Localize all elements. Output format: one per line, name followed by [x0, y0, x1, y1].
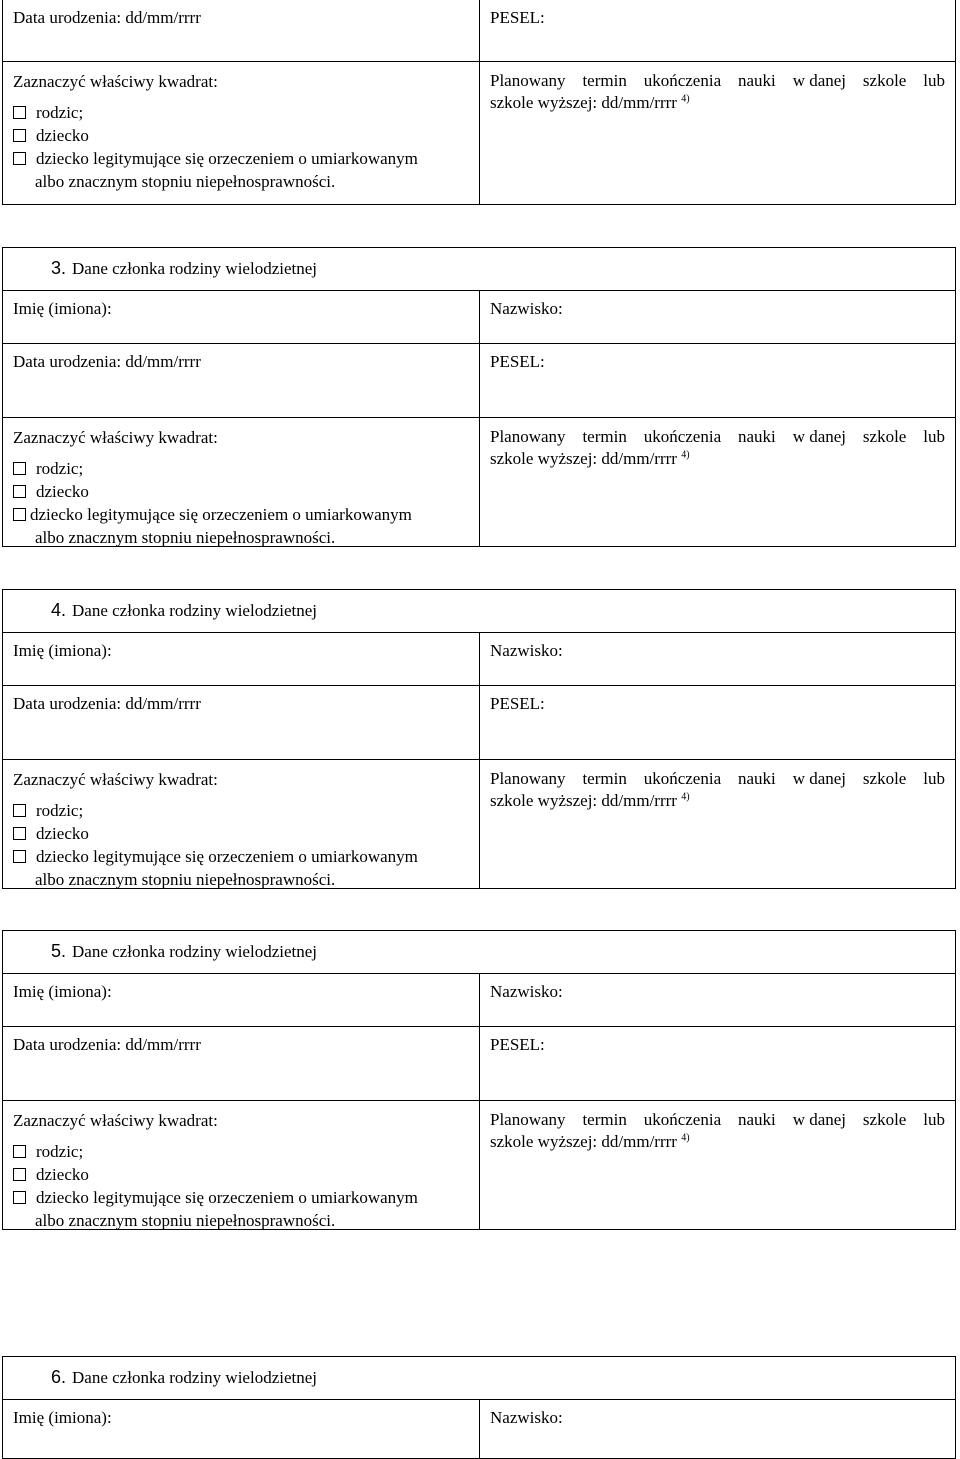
plan-word: lub: [923, 71, 945, 90]
plan-word: ukończenia: [643, 427, 722, 446]
plan-line-2-text: szkole wyższej: dd/mm/rrrr: [490, 449, 677, 468]
row-name: [2, 973, 956, 1027]
checkbox-dziecko[interactable]: [13, 1168, 26, 1181]
plan-line-1: [490, 768, 945, 790]
option-dziecko-legitymujace: dziecko legitymujące się orzeczeniem o umiarkowanym: [36, 847, 418, 866]
first-name-cell[interactable]: [3, 974, 480, 1026]
row-name: [2, 1399, 956, 1459]
plan-word: Planowany: [490, 769, 566, 788]
first-name-label: Imię (imiona):: [13, 299, 112, 318]
plan-line-2-text: szkole wyższej: dd/mm/rrrr: [490, 1132, 677, 1151]
last-name-label: Nazwisko:: [490, 299, 563, 318]
birthdate-label: Data urodzenia: dd/mm/rrrr: [13, 352, 201, 371]
role-cell: [3, 760, 480, 888]
row-role-plan: [2, 61, 956, 205]
last-name-cell[interactable]: [480, 1400, 955, 1458]
row-birth-pesel: [2, 343, 956, 418]
option-dziecko-legitymujace-cont: albo znacznym stopniu niepełnosprawności.: [35, 172, 336, 191]
plan-word: w danej: [792, 71, 847, 90]
birthdate-cell[interactable]: [3, 686, 480, 759]
birthdate-label: Data urodzenia: dd/mm/rrrr: [13, 8, 201, 27]
plan-word: nauki: [738, 427, 776, 446]
section-title-text: Dane członka rodziny wielodzietnej: [72, 942, 317, 961]
row-birth-pesel: [2, 1026, 956, 1101]
first-name-label: Imię (imiona):: [13, 641, 112, 660]
plan-word: nauki: [738, 1110, 776, 1129]
plan-line-1: [490, 70, 945, 92]
option-dziecko-legitymujace-cont: albo znacznym stopniu niepełnosprawności.: [35, 528, 336, 547]
plan-word: w danej: [792, 1110, 847, 1129]
pesel-label: PESEL:: [490, 694, 545, 713]
checkbox-rodzic[interactable]: [13, 804, 26, 817]
role-instruction: Zaznaczyć właściwy kwadrat:: [13, 770, 218, 789]
plan-word: w danej: [792, 427, 847, 446]
plan-word: termin: [582, 769, 627, 788]
option-dziecko: dziecko: [36, 824, 89, 843]
first-name-cell[interactable]: [3, 633, 480, 685]
plan-word: termin: [582, 1110, 627, 1129]
checkbox-rodzic[interactable]: [13, 1145, 26, 1158]
plan-cell[interactable]: [480, 62, 955, 204]
footnote-ref: 4): [681, 93, 690, 105]
last-name-label: Nazwisko:: [490, 982, 563, 1001]
section-title: [51, 258, 317, 279]
role-instruction: Zaznaczyć właściwy kwadrat:: [13, 428, 218, 447]
plan-word: ukończenia: [643, 1110, 722, 1129]
last-name-cell[interactable]: [480, 291, 955, 343]
option-dziecko-legitymujace-cont: albo znacznym stopniu niepełnosprawności.: [35, 1211, 336, 1230]
plan-cell[interactable]: [480, 418, 955, 546]
pesel-label: PESEL:: [490, 1035, 545, 1054]
section-title-text: Dane członka rodziny wielodzietnej: [72, 259, 317, 278]
checkbox-dziecko[interactable]: [13, 129, 26, 142]
section-number: 6.: [51, 1367, 67, 1387]
footnote-ref: 4): [681, 791, 690, 803]
section-number: 4.: [51, 600, 67, 620]
pesel-label: PESEL:: [490, 8, 545, 27]
plan-line-2: [490, 790, 945, 812]
section-number: 3.: [51, 258, 67, 278]
option-dziecko-legitymujace-cont: albo znacznym stopniu niepełnosprawności.: [35, 870, 336, 889]
last-name-cell[interactable]: [480, 974, 955, 1026]
section-title-text: Dane członka rodziny wielodzietnej: [72, 1368, 317, 1387]
pesel-cell[interactable]: [480, 686, 955, 759]
role-instruction: Zaznaczyć właściwy kwadrat:: [13, 72, 218, 91]
plan-cell[interactable]: [480, 760, 955, 888]
section-header: [2, 1356, 956, 1400]
plan-line-2: [490, 92, 945, 114]
checkbox-rodzic[interactable]: [13, 106, 26, 119]
pesel-label: PESEL:: [490, 352, 545, 371]
role-cell: [3, 62, 480, 204]
plan-line-2-text: szkole wyższej: dd/mm/rrrr: [490, 791, 677, 810]
plan-word: ukończenia: [643, 71, 722, 90]
row-role-plan: [2, 417, 956, 547]
option-rodzic: rodzic;: [36, 459, 84, 478]
plan-word: ukończenia: [643, 769, 722, 788]
footnote-ref: 4): [681, 449, 690, 461]
role-cell: [3, 418, 480, 546]
row-name: [2, 632, 956, 686]
plan-line-2: [490, 1131, 945, 1153]
option-dziecko-legitymujace: dziecko legitymujące się orzeczeniem o umiarkowanym: [30, 505, 412, 524]
plan-word: termin: [582, 71, 627, 90]
plan-cell[interactable]: [480, 1101, 955, 1229]
plan-word: Planowany: [490, 427, 566, 446]
section-header: [2, 247, 956, 291]
plan-word: termin: [582, 427, 627, 446]
section-title: [51, 941, 317, 962]
plan-word: w danej: [792, 769, 847, 788]
role-instruction: Zaznaczyć właściwy kwadrat:: [13, 1111, 218, 1130]
option-dziecko-legitymujace: dziecko legitymujące się orzeczeniem o umiarkowanym: [36, 149, 418, 168]
plan-word: szkole: [862, 427, 907, 446]
checkbox-dziecko-legitymujace[interactable]: [13, 1191, 26, 1204]
row-role-plan: [2, 759, 956, 889]
row-birth-pesel: [2, 685, 956, 760]
plan-line-2: [490, 448, 945, 470]
plan-word: szkole: [862, 71, 907, 90]
checkbox-dziecko-legitymujace[interactable]: [13, 508, 26, 521]
first-name-label: Imię (imiona):: [13, 982, 112, 1001]
plan-word: lub: [923, 769, 945, 788]
role-cell: [3, 1101, 480, 1229]
plan-word: szkole: [862, 769, 907, 788]
footnote-ref: 4): [681, 1132, 690, 1144]
pesel-cell[interactable]: [480, 1027, 955, 1100]
birthdate-label: Data urodzenia: dd/mm/rrrr: [13, 694, 201, 713]
checkbox-dziecko-legitymujace[interactable]: [13, 850, 26, 863]
option-rodzic: rodzic;: [36, 103, 84, 122]
plan-word: lub: [923, 427, 945, 446]
section-title: [51, 600, 317, 621]
plan-word: nauki: [738, 769, 776, 788]
birthdate-cell[interactable]: [3, 1027, 480, 1100]
first-name-cell[interactable]: [3, 291, 480, 343]
option-dziecko: dziecko: [36, 126, 89, 145]
section-title: [51, 1367, 317, 1388]
option-dziecko: dziecko: [36, 1165, 89, 1184]
section-header: [2, 589, 956, 633]
plan-word: nauki: [738, 71, 776, 90]
birthdate-label: Data urodzenia: dd/mm/rrrr: [13, 1035, 201, 1054]
section-number: 5.: [51, 941, 67, 961]
option-rodzic: rodzic;: [36, 801, 84, 820]
plan-word: lub: [923, 1110, 945, 1129]
option-dziecko: dziecko: [36, 482, 89, 501]
plan-line-1: [490, 426, 945, 448]
checkbox-dziecko[interactable]: [13, 827, 26, 840]
row-role-plan: [2, 1100, 956, 1230]
plan-line-2-text: szkole wyższej: dd/mm/rrrr: [490, 93, 677, 112]
checkbox-rodzic[interactable]: [13, 462, 26, 475]
row-birth-pesel: [2, 0, 956, 62]
section-header: [2, 930, 956, 974]
checkbox-dziecko[interactable]: [13, 485, 26, 498]
plan-word: Planowany: [490, 71, 566, 90]
section-title-text: Dane członka rodziny wielodzietnej: [72, 601, 317, 620]
first-name-label: Imię (imiona):: [13, 1408, 112, 1427]
option-dziecko-legitymujace: dziecko legitymujące się orzeczeniem o umiarkowanym: [36, 1188, 418, 1207]
birthdate-cell[interactable]: [3, 344, 480, 417]
plan-line-1: [490, 1109, 945, 1131]
option-rodzic: rodzic;: [36, 1142, 84, 1161]
plan-word: szkole: [862, 1110, 907, 1129]
plan-word: Planowany: [490, 1110, 566, 1129]
pesel-cell[interactable]: [480, 344, 955, 417]
pesel-cell[interactable]: [480, 0, 955, 61]
checkbox-dziecko-legitymujace[interactable]: [13, 152, 26, 165]
last-name-cell[interactable]: [480, 633, 955, 685]
last-name-label: Nazwisko:: [490, 1408, 563, 1427]
row-name: [2, 290, 956, 344]
birthdate-cell[interactable]: [3, 0, 480, 61]
last-name-label: Nazwisko:: [490, 641, 563, 660]
first-name-cell[interactable]: [3, 1400, 480, 1458]
